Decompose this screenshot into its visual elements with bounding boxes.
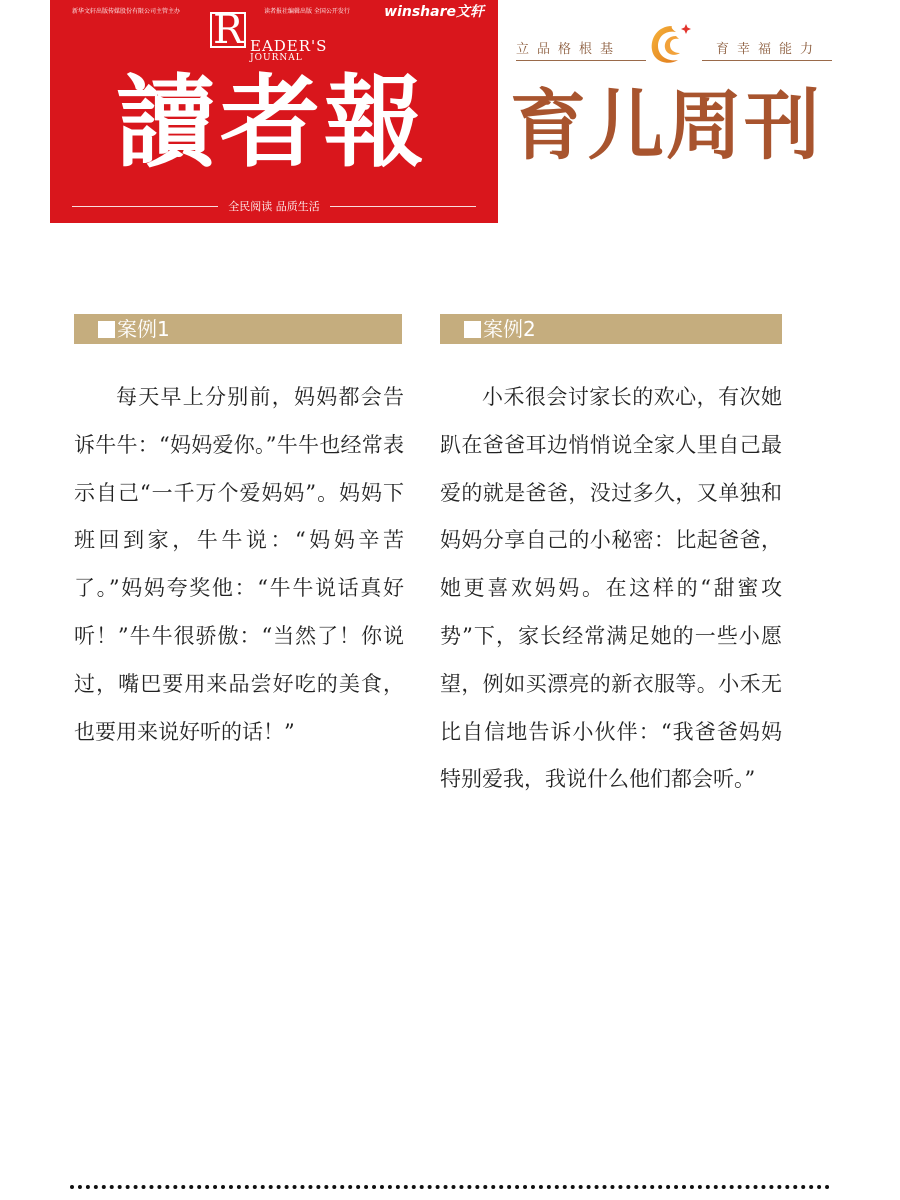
case-2-body: 小禾很会讨家长的欢心，有次她趴在爸爸耳边悄悄说全家人里自己最爱的就是爸爸，没过多久，又单独和妈妈分享自己的小秘密：比起爸爸，她更喜欢妈妈。在这样的“甜蜜攻势”下，家长经常满足她的一些小愿望，例如买漂亮的新衣服等。小禾无比自信地告诉小伙伴：“我爸爸妈妈特别爱我，我说什么他们都会听。” xyxy=(440,385,782,792)
masthead-slogan: 全民阅读 品质生活 xyxy=(228,200,320,213)
case-1-heading: 案例1 xyxy=(117,317,170,341)
slogan-divider-left xyxy=(72,206,218,207)
motto-underline-left xyxy=(516,60,646,61)
case-1-body: 每天早上分别前，妈妈都会告诉牛牛：“妈妈爱你。”牛牛也经常表示自己“一千万个爱妈妈”。妈妈下班回到家，牛牛说：“妈妈辛苦了。”妈妈夸奖他：“牛牛说话真好听！”牛牛很骄傲：“当然了！你说过，嘴巴要用来品尝好吃的美食，也要用来说好听的话！” xyxy=(74,385,404,744)
newspaper-name: 讀者報 xyxy=(116,63,428,181)
motto-left: 立品格根基 xyxy=(516,42,622,57)
motto-underline-right xyxy=(702,60,832,61)
case-2-heading: 案例2 xyxy=(483,317,536,341)
case-1-header xyxy=(74,314,402,344)
publisher-line: 新华文轩出版传媒股份有限公司主管主办 xyxy=(72,8,181,15)
section-title: 育儿周刊 xyxy=(510,81,822,170)
readers-journal-wordmark: EADER'S xyxy=(250,37,328,55)
masthead xyxy=(50,0,498,223)
sun-swirl-icon xyxy=(646,20,696,68)
motto-right: 育幸福能力 xyxy=(716,42,822,57)
case-2-header xyxy=(440,314,782,344)
issuer-line: 读者报社编辑出版 全国公开发行 xyxy=(264,8,350,15)
square-bullet-icon xyxy=(98,321,115,338)
winshare-brand: winshare文轩 xyxy=(384,4,484,20)
slogan-divider-right xyxy=(330,206,476,207)
footer-dotted-divider xyxy=(70,1185,830,1189)
readers-journal-initial: R xyxy=(213,7,244,53)
square-bullet-icon xyxy=(464,321,481,338)
masthead-slogan-row xyxy=(72,198,476,214)
readers-journal-subword: JOURNAL xyxy=(250,53,303,63)
